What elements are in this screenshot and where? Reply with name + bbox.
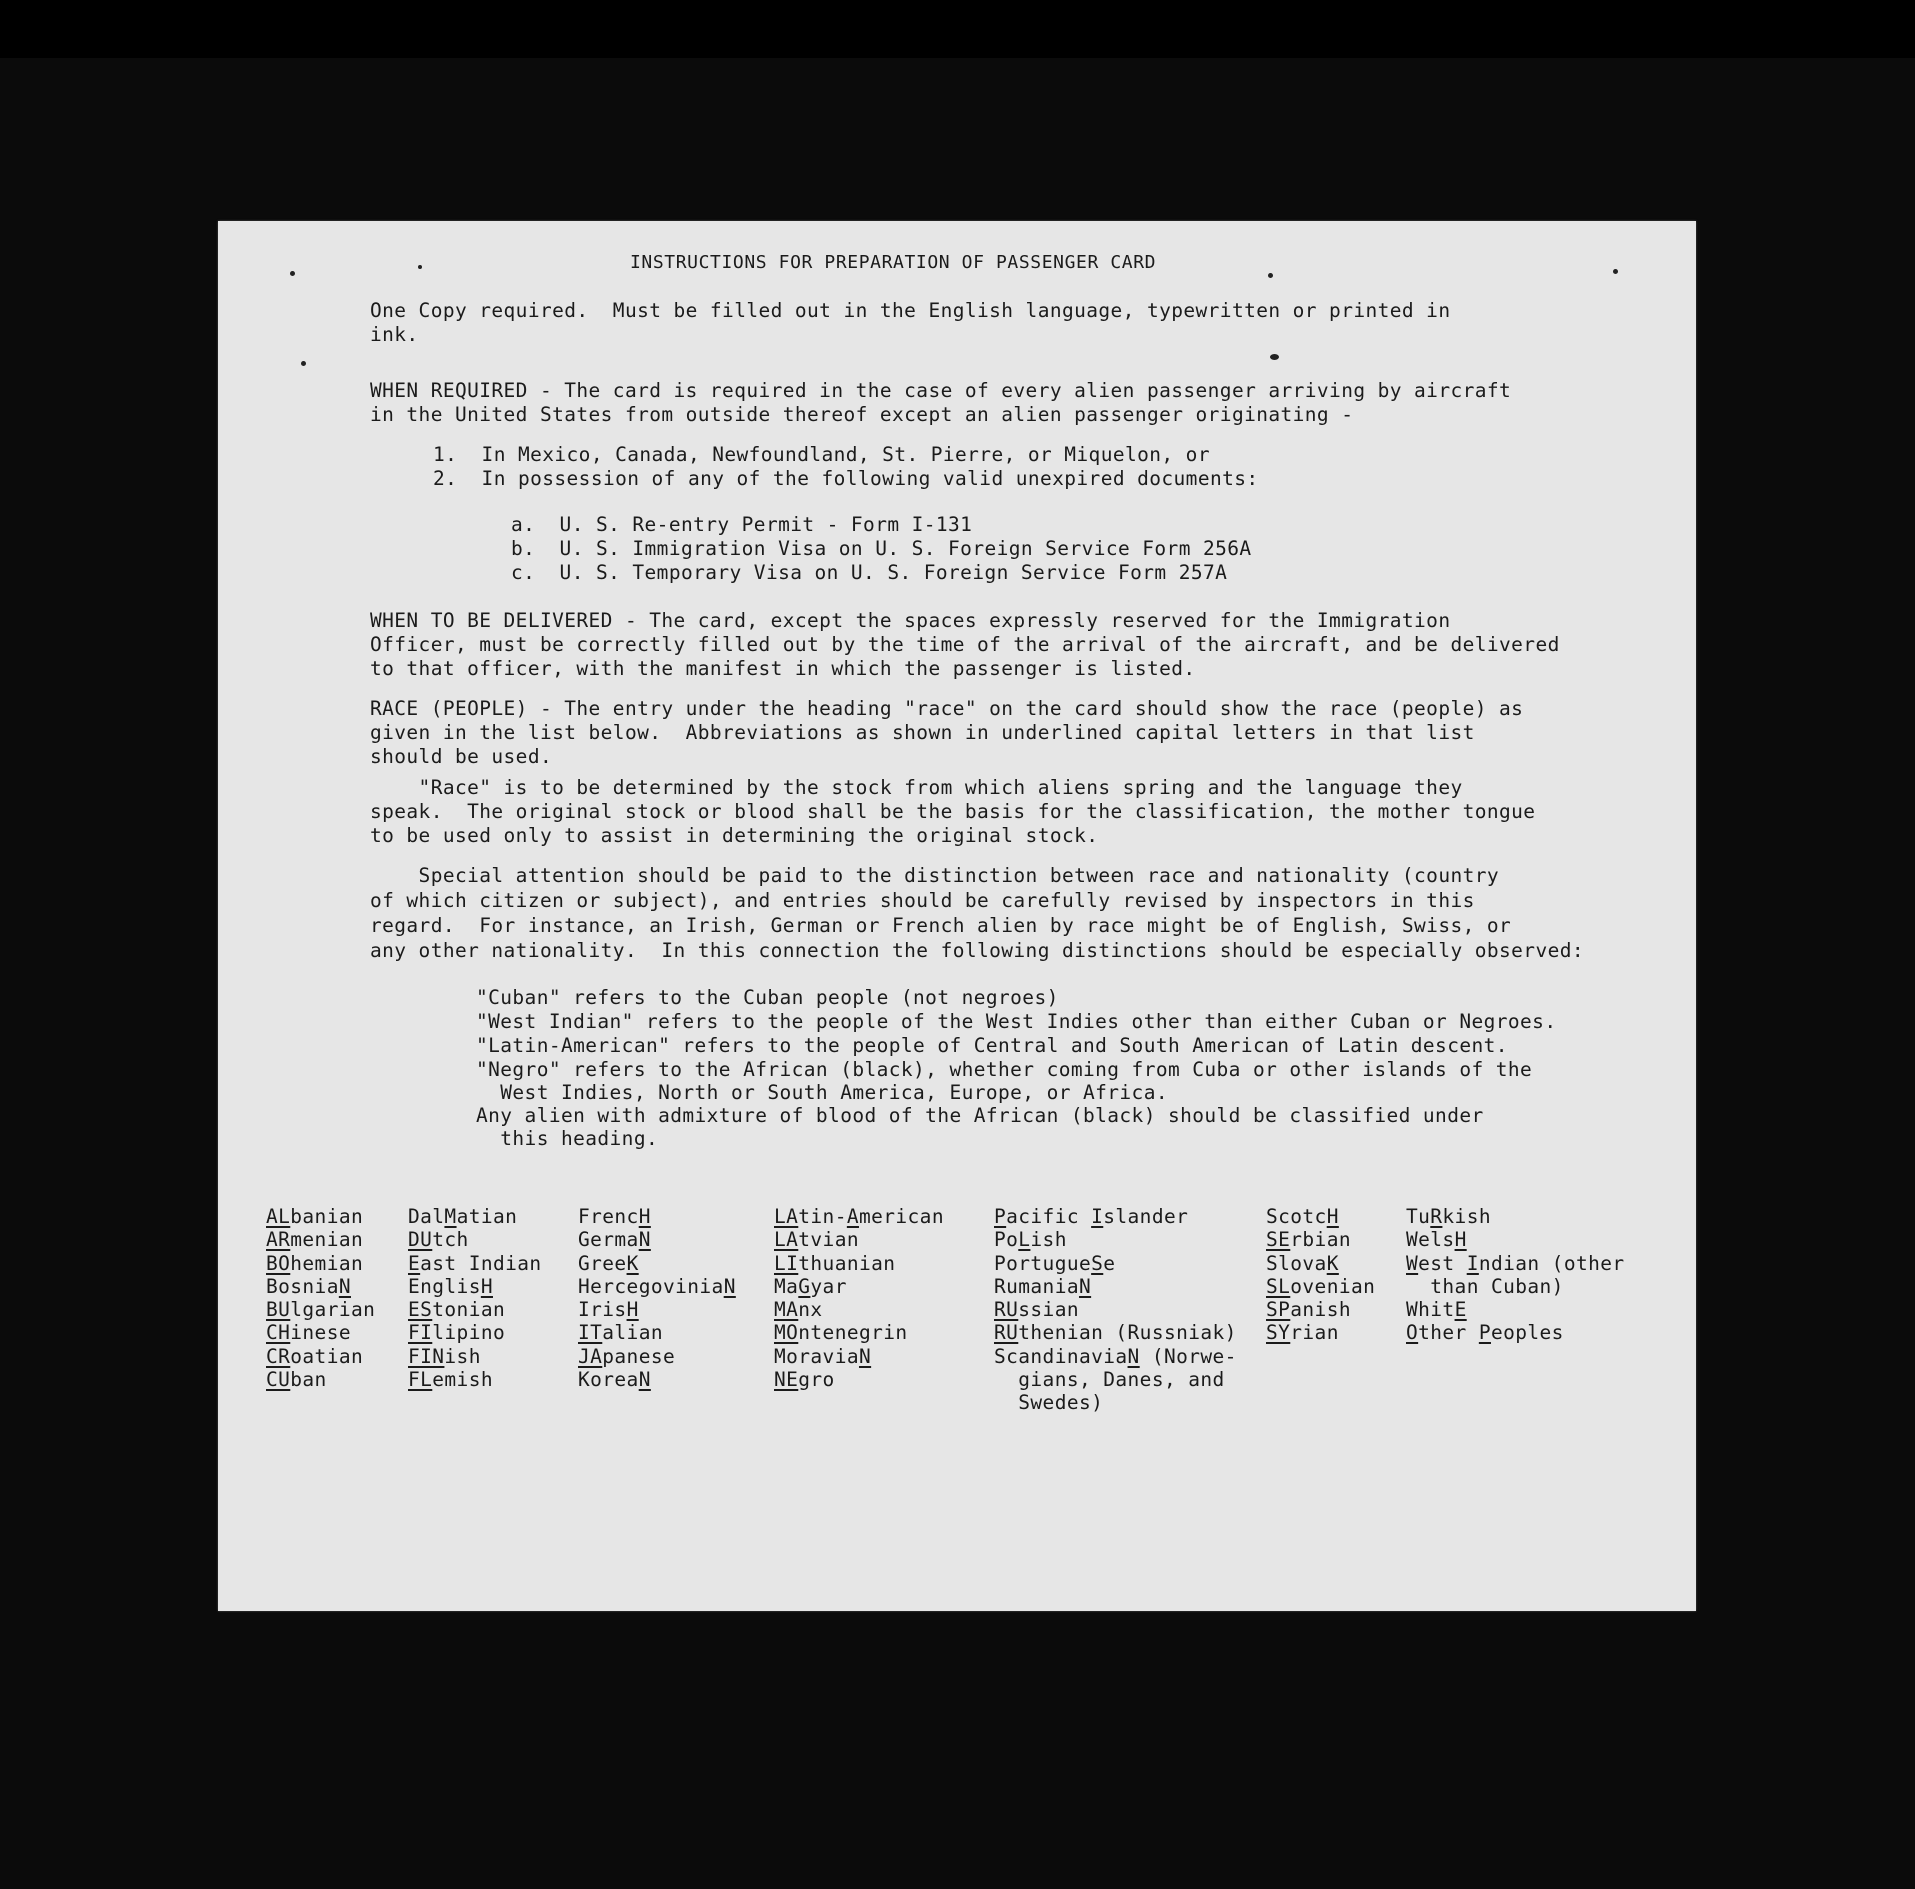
abbreviation-letters: FI [408, 1321, 433, 1345]
abbreviation-letters: CH [266, 1321, 291, 1345]
abbreviation-letters: RU [994, 1321, 1019, 1345]
abbreviation-letters: H [480, 1274, 493, 1298]
race-text: yar [810, 1274, 847, 1298]
race-entry [408, 1252, 542, 1275]
race-entry [266, 1205, 375, 1228]
race-entry [408, 1345, 542, 1368]
special-attention-line-3: regard. For instance, an Irish, German or French alien by race might be of English, Swiss, or [370, 914, 1512, 937]
when-delivered-line-1: WHEN TO BE DELIVERED - The card, except the spaces expressly reserved for the Immigration [370, 609, 1451, 632]
when-delivered-line-3: to that officer, with the manifest in which the passenger is listed. [370, 657, 1196, 680]
distinction-negro-cont: West Indies, North or South America, Europe, or Africa. [476, 1081, 1168, 1104]
race-text: Rumania [994, 1274, 1079, 1298]
race-text: Dal [408, 1205, 445, 1228]
race-entry [266, 1368, 375, 1391]
race-text: Ma [774, 1274, 799, 1298]
race-entry [408, 1275, 542, 1298]
race-entry [266, 1228, 375, 1251]
race-column [994, 1205, 1237, 1415]
race-entry [1266, 1275, 1375, 1298]
document-c: c. U. S. Temporary Visa on U. S. Foreign Service Form 257A [511, 561, 1228, 584]
race-text: thuanian [798, 1251, 896, 1275]
race-entry [774, 1298, 944, 1321]
race-entry [994, 1252, 1237, 1275]
race-entry [774, 1252, 944, 1275]
abbreviation-letters: N [1078, 1274, 1092, 1298]
abbreviation-letters: MO [774, 1321, 799, 1345]
race-text: acific [1006, 1205, 1092, 1228]
abbreviation-letters: DU [408, 1228, 433, 1252]
race-text: Moravia [774, 1344, 859, 1368]
race-entry [1266, 1205, 1375, 1228]
race-text: e [1103, 1251, 1116, 1275]
distinction-admixture-cont: this heading. [476, 1127, 659, 1150]
race-text: gro [798, 1368, 835, 1392]
document-b: b. U. S. Immigration Visa on U. S. Foreign Service Form 256A [511, 537, 1252, 560]
race-entry [578, 1345, 736, 1368]
race-text: Whit [1406, 1298, 1455, 1322]
race-text: tvian [798, 1228, 859, 1252]
race-column [578, 1205, 736, 1391]
race-text: kish [1442, 1205, 1491, 1228]
race-column [774, 1205, 944, 1391]
race-text: Frenc [578, 1205, 639, 1228]
race-entry [578, 1298, 736, 1321]
abbreviation-letters: W [1406, 1251, 1419, 1275]
race-entry [774, 1368, 944, 1391]
abbreviation-letters: AR [266, 1228, 291, 1252]
race-text: Korea [578, 1368, 639, 1392]
race-entry [578, 1368, 736, 1391]
abbreviation-letters: L [1018, 1228, 1031, 1252]
abbreviation-letters: M [444, 1205, 457, 1228]
race-entry [408, 1368, 542, 1391]
race-text: emish [432, 1368, 493, 1392]
abbreviation-letters: LA [774, 1205, 799, 1228]
race-column [266, 1205, 375, 1391]
race-text: Slova [1266, 1251, 1327, 1275]
abbreviation-letters: G [798, 1274, 811, 1298]
race-entry [408, 1298, 542, 1321]
race-text: ntenegrin [798, 1321, 908, 1345]
race-entry [774, 1345, 944, 1368]
race-text: rbian [1290, 1228, 1351, 1252]
abbreviation-letters: N [638, 1228, 651, 1252]
document-page [218, 221, 1696, 1611]
abbreviation-letters: H [1454, 1228, 1467, 1252]
race-entry [1266, 1252, 1375, 1275]
race-entry [994, 1205, 1237, 1228]
abbreviation-letters: SP [1266, 1298, 1291, 1322]
abbreviation-letters: P [1478, 1321, 1491, 1345]
race-text: Po [994, 1228, 1019, 1252]
abbreviation-letters: SE [1266, 1228, 1291, 1252]
race-text: lipino [432, 1321, 506, 1345]
abbreviation-letters: N [858, 1344, 872, 1368]
race-entry [774, 1321, 944, 1344]
race-text: est [1418, 1251, 1467, 1275]
race-entry [266, 1252, 375, 1275]
abbreviation-letters: I [1091, 1205, 1104, 1228]
race-column [1266, 1205, 1375, 1345]
race-entry [1406, 1252, 1625, 1275]
special-attention-line-1: Special attention should be paid to the distinction between race and nationality (country [370, 864, 1500, 887]
race-entry [994, 1298, 1237, 1321]
race-entry [266, 1345, 375, 1368]
document-a: a. U. S. Re-entry Permit - Form I-131 [511, 513, 973, 536]
abbreviation-letters: LI [774, 1251, 799, 1275]
abbreviation-letters: IT [578, 1321, 603, 1345]
abbreviation-letters: MA [774, 1298, 799, 1322]
when-required-line-2: in the United States from outside thereof except an alien passenger originating - [370, 403, 1354, 426]
scan-speck [1268, 273, 1273, 278]
race-determined-line-1: "Race" is to be determined by the stock from which aliens spring and the language they [370, 776, 1463, 799]
race-entry [774, 1205, 944, 1228]
race-text: ish [1030, 1228, 1067, 1252]
race-entry [266, 1321, 375, 1344]
abbreviation-letters: N [338, 1274, 351, 1298]
race-text: Portugue [994, 1251, 1092, 1275]
race-text: merican [858, 1205, 944, 1228]
race-text: atian [456, 1205, 518, 1228]
race-text: ast Indian [420, 1251, 542, 1275]
distinction-latin-american: "Latin-American" refers to the people of Central and South American of Latin descent. [476, 1034, 1508, 1057]
race-text: thenian (Russniak) [1018, 1321, 1237, 1345]
intro-line-1: One Copy required. Must be filled out in the English language, typewritten or printed in [370, 299, 1451, 322]
race-text: slander [1103, 1205, 1189, 1228]
scan-speck [290, 271, 295, 276]
race-entry [408, 1321, 542, 1344]
race-text: Hercegovinia [578, 1274, 724, 1298]
race-entry [578, 1252, 736, 1275]
abbreviation-letters: JA [578, 1344, 603, 1368]
race-text: ndian (other [1478, 1251, 1625, 1275]
race-text: anish [1290, 1298, 1351, 1322]
race-text: eoples [1490, 1321, 1564, 1345]
race-entry [1266, 1298, 1375, 1321]
abbreviation-letters: SL [1266, 1274, 1291, 1298]
race-text: lgarian [290, 1298, 376, 1322]
race-entry [266, 1275, 375, 1298]
race-text: Scotc [1266, 1205, 1327, 1228]
race-determined-line-3: to be used only to assist in determining the original stock. [370, 824, 1099, 847]
intro-line-2: ink. [370, 323, 419, 346]
race-entry [266, 1298, 375, 1321]
abbreviation-letters: BO [266, 1251, 291, 1275]
abbreviation-letters: AL [266, 1205, 291, 1228]
abbreviation-letters: NE [774, 1368, 799, 1392]
abbreviation-letters: CU [266, 1368, 291, 1392]
when-required-line-1: WHEN REQUIRED - The card is required in the case of every alien passenger arriving by aircraft [370, 379, 1512, 402]
condition-2: 2. In possession of any of the following valid unexpired documents: [433, 467, 1259, 490]
race-entry [994, 1228, 1237, 1251]
race-entry [774, 1228, 944, 1251]
race-text: gians, Danes, and [994, 1368, 1225, 1392]
scan-speck [301, 361, 306, 366]
race-entry [1406, 1275, 1625, 1298]
race-entry [1406, 1228, 1625, 1251]
race-entry [578, 1321, 736, 1344]
race-entry [1406, 1205, 1625, 1228]
race-text: nx [798, 1298, 823, 1322]
race-text: ovenian [1290, 1274, 1376, 1298]
abbreviation-letters: H [638, 1205, 651, 1228]
distinction-west-indian: "West Indian" refers to the people of the West Indies other than either Cuban or Negroes. [476, 1010, 1557, 1033]
film-border [0, 0, 1915, 58]
abbreviation-letters: H [626, 1298, 639, 1322]
abbreviation-letters: A [846, 1205, 859, 1228]
when-delivered-line-2: Officer, must be correctly filled out by the time of the arrival of the aircraft, and be delivered [370, 633, 1560, 656]
race-line-3: should be used. [370, 745, 553, 768]
distinction-admixture: Any alien with admixture of blood of the African (black) should be classified under [476, 1104, 1484, 1127]
abbreviation-letters: E [408, 1251, 421, 1275]
race-entry [1406, 1321, 1625, 1344]
abbreviation-letters: ES [408, 1298, 433, 1322]
race-text: Germa [578, 1228, 639, 1252]
race-entry [994, 1368, 1237, 1391]
abbreviation-letters: FIN [408, 1344, 445, 1368]
race-text: ssian [1018, 1298, 1079, 1322]
abbreviation-letters: BU [266, 1298, 291, 1322]
abbreviation-letters: RU [994, 1298, 1019, 1322]
scan-speck [1270, 354, 1279, 360]
abbreviation-letters: CR [266, 1344, 291, 1368]
abbreviation-letters: N [638, 1368, 651, 1392]
abbreviation-letters: N [1127, 1344, 1140, 1368]
race-text: ther [1418, 1321, 1479, 1345]
race-text: Iris [578, 1298, 627, 1322]
race-text: ban [290, 1368, 327, 1392]
scan-speck [1613, 269, 1618, 274]
race-entry [774, 1275, 944, 1298]
condition-1: 1. In Mexico, Canada, Newfoundland, St. Pierre, or Miquelon, or [433, 443, 1210, 466]
abbreviation-letters: SY [1266, 1321, 1291, 1345]
race-text: Wels [1406, 1228, 1455, 1252]
special-attention-line-2: of which citizen or subject), and entries should be carefully revised by inspectors in this [370, 889, 1475, 912]
race-text: (Norwe- [1139, 1344, 1237, 1368]
race-text: ish [444, 1344, 481, 1368]
race-entry [408, 1228, 542, 1251]
race-text: Englis [408, 1274, 481, 1298]
abbreviation-letters: S [1091, 1251, 1104, 1275]
distinction-cuban: "Cuban" refers to the Cuban people (not negroes) [476, 986, 1059, 1009]
abbreviation-letters: O [1406, 1321, 1419, 1345]
abbreviation-letters: H [1326, 1205, 1339, 1228]
race-text: Swedes) [994, 1391, 1104, 1415]
abbreviation-letters: R [1430, 1205, 1443, 1228]
race-entry [578, 1275, 736, 1298]
abbreviation-letters: LA [774, 1228, 799, 1252]
race-entry [408, 1205, 542, 1228]
race-entry [1406, 1298, 1625, 1321]
race-text: tonian [432, 1298, 506, 1322]
race-text: hemian [290, 1251, 364, 1275]
abbreviation-letters: FL [408, 1368, 433, 1392]
race-line-2: given in the list below. Abbreviations as shown in underlined capital letters in that list [370, 721, 1475, 744]
race-text: alian [602, 1321, 663, 1345]
race-text: banian [290, 1205, 364, 1228]
race-entry [994, 1321, 1237, 1344]
race-entry [994, 1275, 1237, 1298]
distinction-negro: "Negro" refers to the African (black), whether coming from Cuba or other islands of the [476, 1058, 1533, 1081]
race-text: menian [290, 1228, 364, 1252]
race-text: tin- [798, 1205, 847, 1228]
race-entry [994, 1391, 1237, 1414]
race-determined-line-2: speak. The original stock or blood shall be the basis for the classification, the mother tongue [370, 800, 1536, 823]
abbreviation-letters: P [994, 1205, 1007, 1228]
race-column [408, 1205, 542, 1391]
race-text: inese [290, 1321, 351, 1345]
abbreviation-letters: K [626, 1251, 639, 1275]
race-text: Bosnia [266, 1274, 339, 1298]
race-column [1406, 1205, 1625, 1345]
race-text: tch [432, 1228, 469, 1252]
race-entry [1266, 1321, 1375, 1344]
race-line-1: RACE (PEOPLE) - The entry under the heading "race" on the card should show the race (people) as [370, 697, 1524, 720]
race-text: panese [602, 1344, 676, 1368]
race-text: Scandinavia [994, 1344, 1128, 1368]
abbreviation-letters: I [1466, 1251, 1479, 1275]
race-entry [578, 1228, 736, 1251]
race-text: Gree [578, 1251, 627, 1275]
race-entry [578, 1205, 736, 1228]
race-text: Tu [1406, 1205, 1431, 1228]
race-entry [1266, 1228, 1375, 1251]
document-title: INSTRUCTIONS FOR PREPARATION OF PASSENGER CARD [630, 252, 1157, 273]
abbreviation-letters: K [1326, 1251, 1339, 1275]
abbreviation-letters: E [1454, 1298, 1467, 1322]
race-text: than Cuban) [1406, 1274, 1564, 1298]
race-text: oatian [290, 1344, 364, 1368]
special-attention-line-4: any other nationality. In this connection the following distinctions should be especially observed: [370, 939, 1584, 962]
race-entry [994, 1345, 1237, 1368]
scan-speck [418, 265, 422, 269]
race-text: rian [1290, 1321, 1339, 1345]
abbreviation-letters: N [723, 1274, 736, 1298]
